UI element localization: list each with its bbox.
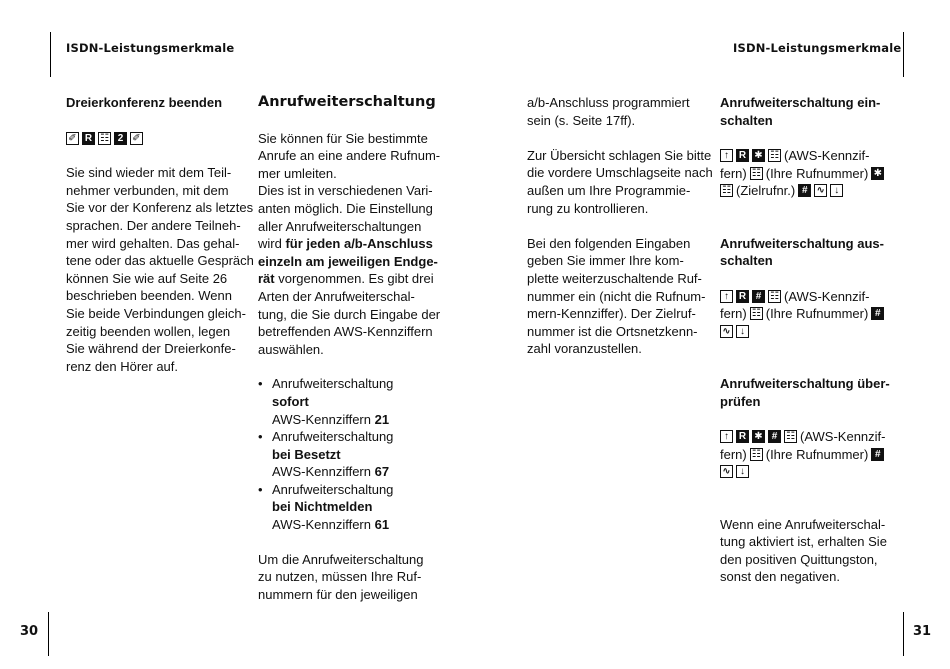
text-line: plette weiterzuschaltende Ruf-	[527, 270, 702, 286]
text-line: AWS-Kennziffern 21	[272, 411, 390, 427]
column-anrufweiterschaltung	[258, 94, 448, 603]
list-item	[258, 481, 448, 534]
handset-icon: ✐	[130, 132, 143, 145]
text-fragment: (Ihre Rufnummer)	[765, 446, 869, 462]
star-key-icon: ✱	[752, 149, 765, 162]
bullet-icon: •	[258, 481, 263, 497]
text-line: geben Sie immer Ihre kom-	[527, 253, 684, 269]
hash-key-icon: #	[871, 448, 884, 461]
hang-up-icon: ↓	[736, 325, 749, 338]
list-item	[258, 375, 448, 428]
keypad-icon: ☷	[720, 184, 733, 197]
text-line: mern-Kennziffer). Der Zielruf-	[527, 306, 696, 322]
procedure-heading: schalten	[720, 253, 773, 269]
text-line: Anrufweiterschaltung	[272, 481, 394, 497]
text-line: Anrufe an eine andere Rufnum-	[258, 148, 441, 164]
text-line: Arten der Anrufweiterschal-	[258, 288, 415, 304]
text-line: Sie können für Sie bestimmte	[258, 130, 428, 146]
text-line: beschrieben beenden. Wenn	[66, 288, 232, 304]
keypad-icon: ☷	[750, 307, 763, 320]
text-line: AWS-Kennziffern 61	[272, 517, 390, 533]
text-line: Sie sind wieder mit dem Teil-	[66, 165, 232, 181]
text-line: sofort	[272, 393, 309, 409]
text-line: Anrufweiterschaltung	[272, 376, 394, 392]
section-heading: Dreierkonferenz beenden	[66, 95, 223, 110]
text-line: nehmer verbunden, mit dem	[66, 182, 229, 198]
text-line: sonst den negativen.	[720, 569, 840, 585]
text-line: bei Besetzt	[272, 446, 341, 462]
text-line: rung zu kontrollieren.	[527, 200, 649, 216]
text-line: a/b-Anschluss programmiert	[527, 95, 690, 110]
text-line: Anrufweiterschaltung	[272, 429, 394, 445]
procedure-einschalten	[720, 94, 892, 200]
handset-icon: ✐	[66, 132, 79, 145]
star-key-icon: ✱	[752, 430, 765, 443]
digit-key-icon: 2	[114, 132, 127, 145]
list-item	[258, 428, 448, 481]
text-line: wird für jeden a/b-Anschluss	[258, 236, 433, 252]
text-line: außen um Ihre Programmie-	[527, 182, 691, 198]
paragraph	[527, 235, 707, 358]
confirmation-tone-icon: ∿	[814, 184, 827, 197]
key-instructions	[720, 287, 892, 340]
left-footer-rule	[48, 612, 49, 656]
text-line: zu nutzen, müssen Ihre Ruf-	[258, 569, 422, 585]
text-fragment: (Ihre Rufnummer)	[765, 165, 869, 181]
text-line: den positiven Quittungston,	[720, 551, 878, 567]
text-line: renz den Hörer auf.	[66, 358, 179, 374]
procedure-heading: prüfen	[720, 393, 761, 409]
text-line: die vordere Umschlagseite nach	[527, 165, 713, 181]
lift-handset-icon: ↑	[720, 149, 733, 162]
text-fragment: (AWS-Kennzif-	[784, 288, 870, 304]
procedure-heading: schalten	[720, 112, 773, 128]
text-line: Zur Übersicht schlagen Sie bitte	[527, 147, 712, 163]
text-line: mer wird gehalten. Das gehal-	[66, 235, 240, 251]
text-line: nummern für den jeweiligen	[258, 586, 418, 602]
text-line: mer umleiten.	[258, 165, 337, 181]
text-line: betreffenden AWS-Kennziffern	[258, 324, 433, 340]
text-fragment: fern)	[720, 446, 747, 462]
confirmation-tone-icon: ∿	[720, 465, 733, 478]
key-line	[720, 323, 892, 341]
text-line: anten möglich. Die Einstellung	[258, 200, 433, 216]
hash-key-icon: #	[768, 430, 781, 443]
procedure-ausschalten	[720, 235, 892, 341]
key-line	[720, 164, 892, 182]
procedure-pruefen	[720, 375, 892, 481]
right-running-header: ISDN-Leistungsmerkmale	[733, 41, 902, 55]
text-fragment: fern)	[720, 165, 747, 181]
procedure-heading: Anrufweiterschaltung über-	[720, 376, 890, 392]
text-line: aller Anrufweiterschaltungen	[258, 218, 422, 234]
text-line: nummer ist die Ortsnetzkenn-	[527, 323, 698, 339]
text-line: tene oder das aktuelle Gespräch	[66, 253, 254, 269]
key-line	[720, 182, 892, 200]
lift-handset-icon: ↑	[720, 430, 733, 443]
text-line: sprachen. Der andere Teilneh-	[66, 217, 241, 233]
key-instructions	[720, 147, 892, 200]
bullet-list	[258, 375, 448, 533]
column-procedures	[720, 94, 892, 586]
paragraph	[720, 516, 892, 586]
text-line: nummer ein (nicht die Rufnum-	[527, 288, 706, 304]
paragraph	[258, 551, 448, 604]
text-line: auswählen.	[258, 341, 324, 357]
hash-key-icon: #	[752, 290, 765, 303]
column-continued-text	[527, 94, 713, 358]
bullet-icon: •	[258, 429, 263, 445]
hang-up-icon: ↓	[736, 465, 749, 478]
r-key-icon: R	[736, 290, 749, 303]
hook-flash-icon: ☷	[98, 132, 111, 145]
star-key-icon: ✱	[871, 167, 884, 180]
paragraph	[527, 94, 707, 129]
keypad-icon: ☷	[750, 167, 763, 180]
text-line: Um die Anrufweiterschaltung	[258, 551, 424, 567]
hang-up-icon: ↓	[830, 184, 843, 197]
text-line: sein (s. Seite 17ff).	[527, 112, 636, 128]
confirmation-tone-icon: ∿	[720, 325, 733, 338]
text-line: können Sie wie auf Seite 26	[66, 270, 228, 286]
column-dreierkonferenz	[66, 94, 254, 375]
right-footer-rule	[903, 612, 904, 656]
text-line: Dies ist in verschiedenen Vari-	[258, 183, 433, 199]
paragraph	[66, 164, 254, 375]
keypad-icon: ☷	[750, 448, 763, 461]
text-line: Sie während der Dreierkonfe-	[66, 341, 236, 357]
text-line: tung, die Sie durch Eingabe der	[258, 306, 441, 322]
lift-handset-icon: ↑	[720, 290, 733, 303]
text-line: Sie vor der Konferenz als letztes	[66, 200, 254, 216]
keypad-icon: ☷	[768, 290, 781, 303]
hash-key-icon: #	[798, 184, 811, 197]
key-line	[720, 463, 892, 481]
key-sequence	[66, 130, 241, 148]
r-key-icon: R	[736, 149, 749, 162]
hash-key-icon: #	[871, 307, 884, 320]
r-key-icon: R	[736, 430, 749, 443]
text-fragment: (Ihre Rufnummer)	[765, 306, 869, 322]
key-line	[720, 287, 892, 305]
bullet-icon: •	[258, 376, 263, 392]
text-line: rät vorgenommen. Es gibt drei	[258, 271, 434, 287]
text-line: bei Nichtmelden	[272, 499, 373, 515]
text-fragment: (Zielrufnr.)	[736, 183, 796, 199]
text-line: Wenn eine Anrufweiterschal-	[720, 516, 886, 532]
key-line	[720, 446, 892, 464]
left-header-rule	[50, 32, 51, 77]
text-line: zeitig beenden wollen, legen	[66, 323, 231, 339]
text-fragment: (AWS-Kennzif-	[800, 429, 886, 445]
key-line	[720, 428, 892, 446]
text-fragment: (AWS-Kennzif-	[784, 148, 870, 164]
left-page-number: 30	[20, 624, 39, 639]
paragraph	[258, 130, 448, 359]
right-header-rule	[903, 32, 904, 77]
keypad-icon: ☷	[768, 149, 781, 162]
text-line: Sie beide Verbindungen gleich-	[66, 305, 246, 321]
right-page-number: 31	[913, 624, 932, 639]
section-title: Anrufweiterschaltung	[258, 94, 436, 110]
text-line: tung aktiviert ist, erhalten Sie	[720, 534, 887, 550]
key-line	[720, 305, 892, 323]
keypad-icon: ☷	[784, 430, 797, 443]
text-line: Bei den folgenden Eingaben	[527, 235, 691, 251]
key-line	[720, 147, 892, 165]
text-line: zahl voranzustellen.	[527, 341, 642, 357]
text-line: einzeln am jeweiligen Endge-	[258, 253, 438, 269]
text-line: AWS-Kennziffern 67	[272, 464, 390, 480]
key-instructions	[720, 428, 892, 481]
procedure-heading: Anrufweiterschaltung aus-	[720, 235, 884, 251]
procedure-heading: Anrufweiterschaltung ein-	[720, 95, 881, 110]
paragraph	[527, 147, 713, 217]
left-running-header: ISDN-Leistungsmerkmale	[66, 41, 235, 55]
text-fragment: fern)	[720, 306, 747, 322]
r-key-icon: R	[82, 132, 95, 145]
